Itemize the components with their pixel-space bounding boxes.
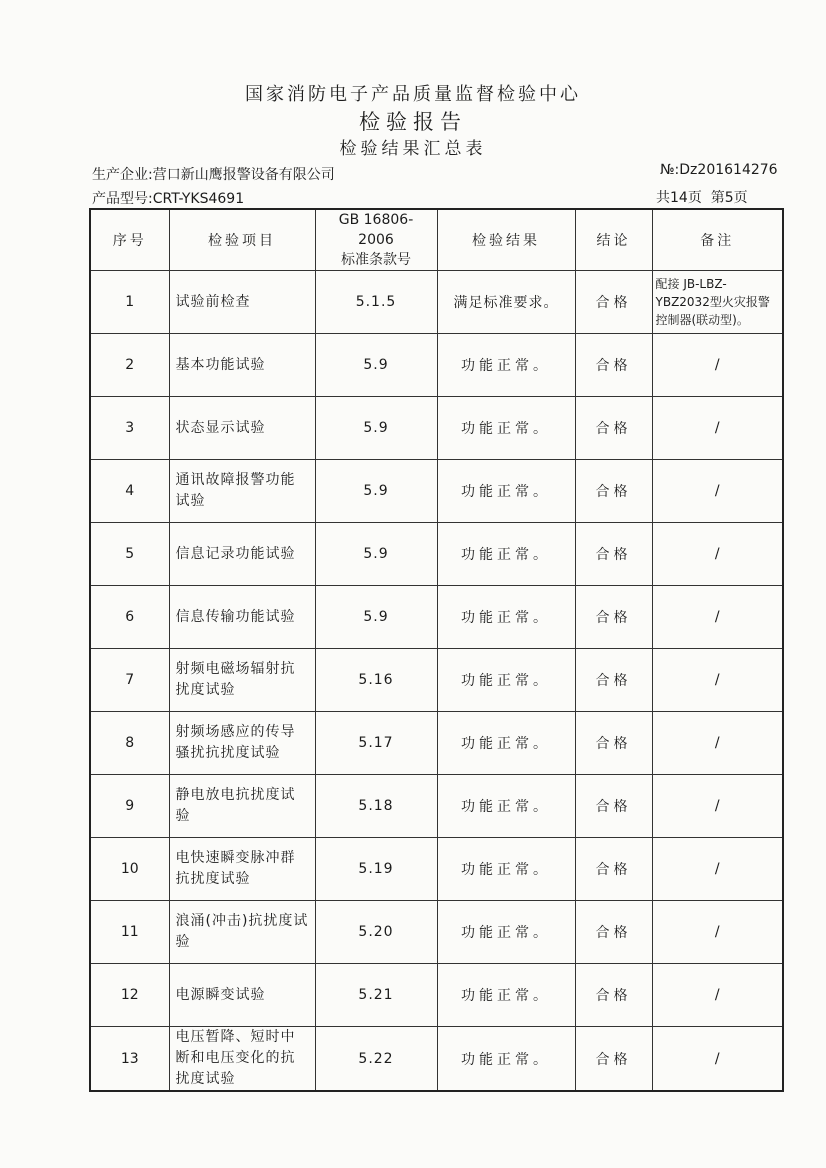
cell-conclusion: 合格 [575,271,652,334]
cell-conclusion: 合格 [575,775,652,838]
cell-remark: / [652,649,783,712]
cell-clause: 5.9 [315,460,437,523]
cell-conclusion: 合格 [575,586,652,649]
cell-no: 1 [90,271,169,334]
report-title: 检验报告 [359,110,467,134]
cell-conclusion: 合格 [575,712,652,775]
cell-result: 功能正常。 [437,712,575,775]
cell-result: 功能正常。 [437,586,575,649]
page-info [656,187,748,207]
cell-conclusion: 合格 [575,397,652,460]
report-number-line [660,162,778,178]
cell-clause: 5.9 [315,397,437,460]
cell-remark: / [652,334,783,397]
cell-clause: 5.9 [315,334,437,397]
cell-remark: / [652,586,783,649]
cell-item: 电压暂降、短时中断和电压变化的抗扰度试验 [169,1027,315,1092]
table-row [90,460,783,523]
cell-remark: / [652,1027,783,1092]
header-item: 检验项目 [169,209,315,271]
cell-clause: 5.9 [315,586,437,649]
cell-result: 功能正常。 [437,838,575,901]
table-row [90,397,783,460]
model-line [92,188,244,208]
cell-item: 射频电磁场辐射抗扰度试验 [169,649,315,712]
cell-no: 10 [90,838,169,901]
cell-item: 电源瞬变试验 [169,964,315,1027]
results-table [89,208,784,1092]
header-standard-line2: 标准条款号 [341,252,411,268]
cell-remark: / [652,523,783,586]
cell-remark: / [652,775,783,838]
cell-clause: 5.9 [315,523,437,586]
cell-remark: / [652,964,783,1027]
cell-result: 功能正常。 [437,397,575,460]
table-title: 检验结果汇总表 [339,139,487,159]
cell-conclusion: 合格 [575,649,652,712]
cell-item: 通讯故障报警功能试验 [169,460,315,523]
cell-conclusion: 合格 [575,838,652,901]
cell-remark: / [652,460,783,523]
model-value: CRT-YKS4691 [152,191,245,207]
cell-clause: 5.21 [315,964,437,1027]
cell-remark: / [652,712,783,775]
cell-item: 基本功能试验 [169,334,315,397]
cell-no: 8 [90,712,169,775]
cell-remark: / [652,838,783,901]
cell-item: 状态显示试验 [169,397,315,460]
manufacturer-line [92,164,335,184]
cell-item: 信息传输功能试验 [169,586,315,649]
model-label: 产品型号: [92,191,153,207]
header-remarks: 备注 [652,209,783,271]
table-row [90,964,783,1027]
cell-clause: 5.20 [315,901,437,964]
cell-clause: 5.18 [315,775,437,838]
table-header-row [90,209,783,271]
cell-no: 12 [90,964,169,1027]
cell-result: 功能正常。 [437,523,575,586]
cell-item: 试验前检查 [169,271,315,334]
table-row [90,838,783,901]
cell-item: 信息记录功能试验 [169,523,315,586]
table-row [90,523,783,586]
header-standard-line1: GB 16806-2006 [338,212,414,248]
cell-no: 9 [90,775,169,838]
cell-clause: 5.22 [315,1027,437,1092]
cell-clause: 5.16 [315,649,437,712]
cell-no: 3 [90,397,169,460]
cell-remark: 配接 JB-LBZ-YBZ2032型火灾报警控制器(联动型)。 [652,271,783,334]
table-row [90,1027,783,1092]
header-standard [315,209,437,271]
header-conclusion: 结论 [575,209,652,271]
cell-conclusion: 合格 [575,964,652,1027]
report-number-value: Dz201614276 [679,162,778,178]
cell-conclusion: 合格 [575,1027,652,1092]
table-row [90,775,783,838]
cell-clause: 5.1.5 [315,271,437,334]
report-number-label: №: [660,162,680,178]
table-row [90,712,783,775]
header-no: 序号 [90,209,169,271]
cell-result: 功能正常。 [437,334,575,397]
cell-result: 功能正常。 [437,901,575,964]
cell-conclusion: 合格 [575,523,652,586]
cell-clause: 5.17 [315,712,437,775]
cell-no: 6 [90,586,169,649]
manufacturer-label: 生产企业: [92,167,153,183]
cell-conclusion: 合格 [575,460,652,523]
table-row [90,271,783,334]
cell-item: 电快速瞬变脉冲群抗扰度试验 [169,838,315,901]
cell-conclusion: 合格 [575,334,652,397]
cell-no: 11 [90,901,169,964]
cell-no: 7 [90,649,169,712]
cell-result: 功能正常。 [437,775,575,838]
cell-result: 功能正常。 [437,460,575,523]
pages-total: 共14页 [656,190,702,206]
header-result: 检验结果 [437,209,575,271]
cell-result: 功能正常。 [437,649,575,712]
table-row [90,649,783,712]
cell-conclusion: 合格 [575,901,652,964]
cell-remark: / [652,901,783,964]
table-row [90,334,783,397]
cell-no: 5 [90,523,169,586]
organization-title: 国家消防电子产品质量监督检验中心 [245,84,581,105]
manufacturer-value: 营口新山鹰报警设备有限公司 [152,167,335,183]
page-current: 第5页 [710,190,748,206]
cell-result: 满足标准要求。 [437,271,575,334]
cell-item: 射频场感应的传导骚扰抗扰度试验 [169,712,315,775]
cell-no: 4 [90,460,169,523]
cell-result: 功能正常。 [437,1027,575,1092]
cell-no: 13 [90,1027,169,1092]
cell-item: 浪涌(冲击)抗扰度试验 [169,901,315,964]
cell-result: 功能正常。 [437,964,575,1027]
table-row [90,901,783,964]
cell-item: 静电放电抗扰度试验 [169,775,315,838]
cell-no: 2 [90,334,169,397]
cell-remark: / [652,397,783,460]
cell-clause: 5.19 [315,838,437,901]
table-row [90,586,783,649]
